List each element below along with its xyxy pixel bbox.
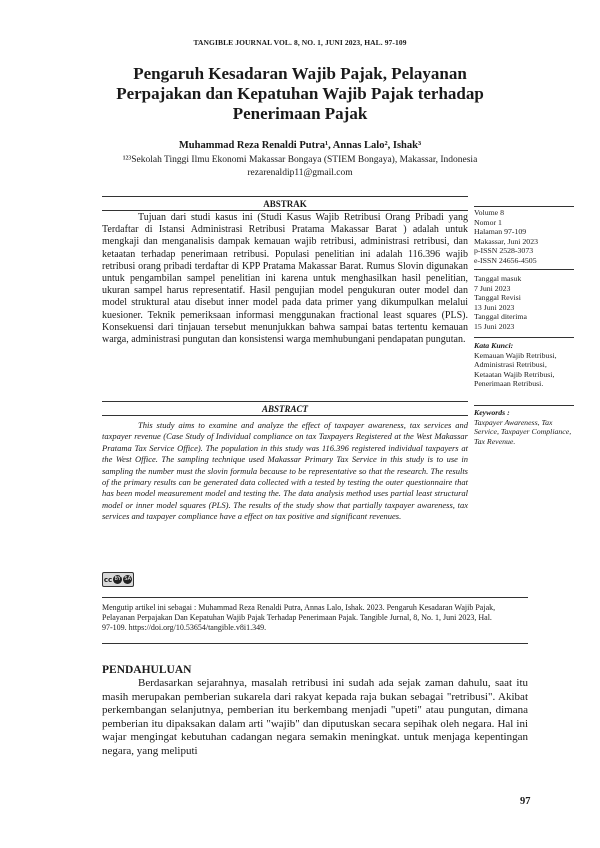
divider [474,405,574,406]
keywords-text: Taxpayer Awareness, Tax Service, Taxpayer Compliance, Tax Revenue. [474,417,572,446]
section-heading-pendahuluan: PENDAHULUAN [102,664,192,676]
divider [474,269,574,270]
date-received-label: Tanggal masuk [474,274,522,283]
abstract-heading: ABSTRACT [261,404,308,414]
divider [474,337,574,338]
by-icon: BY [114,576,121,582]
keywords-label: Keywords : [474,408,510,417]
nomor: Nomor 1 [474,217,502,227]
author-list: Muhammad Reza Renaldi Putra¹, Annas Lalo², Ishak³ [178,140,422,151]
journal-header: TANGIBLE JOURNAL VOL. 8, NO. 1, JUNI 2023, HAL. 97-109 [193,38,407,47]
date-received: 7 Juni 2023 [474,283,511,293]
e-issn: e-ISSN 24656-4505 [474,255,537,265]
divider [102,401,468,402]
citation-text: Mengutip artikel ini sebagai : Muhammad Reza Renaldi Putra, Annas Lalo, Ishak. 2023. Pengaruh Kesadaran Wajib Pajak, Pelayanan Perpajakan Dan Kepatuhan Wajib Pajak Terhadap Penerimaan Pajak. Tangible Jurnal, 8, No. 1, Juni 2023, Hal. 97-109. https://doi.org/10.53654/tangible.v8i1.349. [102,603,496,633]
dates-block [474,274,574,332]
volume: Volume 8 [474,208,504,217]
divider [102,210,468,211]
p-issn: p-ISSN 2528-3073 [474,246,534,256]
date-accepted-label: Tanggal diterima [474,312,527,322]
place-date: Makassar, Juni 2023 [474,236,539,246]
abstrak-text: Tujuan dari studi kasus ini (Studi Kasus Wajib Retribusi Orang Pribadi yang Terdaftar di Istansi Administrasi Retribusi Pratama Makassar Barat ) adalah untuk mengkaji dan menganalisis dampak kemauan wajib retribusi, administrasi retribusi, dan ketaatan terhadap penerimaan retribusi. Populasi penelitian ini adalah 116.396 wajib retribusi orang pribadi terdaftar di KPP Pratama Makassar Barat. Rumus Slovin digunakan untuk pengambilan sampel penelitian ini karena untuk menghasilkan hasil penelitian, ukuran sampel harus representatif. Hasil pengujian model pengukuran outer model dan model struktural atau disebut inner model pada data primer yang dikumpulkan melalui kuesioner. Teknik pemeriksaan informasi menggunakan fractional least squares (PLS). Konsekuensi dari tinjauan tersebut menunjukkan bahwa sampai batas tertentu kemauan warga, administrasi pungutan dan konsistensi warga memhubungani pendapatan pungutan. [102,212,468,346]
cc-logo-text: cc [103,575,113,584]
sa-icon: SA [124,576,131,582]
date-revised-label: Tanggal Revisi [474,293,521,303]
date-revised: 13 Juni 2023 [474,302,515,312]
halaman: Halaman 97-109 [474,227,527,237]
paper-title: Pengaruh Kesadaran Wajib Pajak, Pelayanan Perpajakan dan Kepatuhan Wajib Pajak terhadap Penerimaan Pajak [116,64,484,123]
abstrak-heading: ABSTRAK [263,199,307,209]
kata-kunci-label: Kata Kunci: [474,341,514,350]
divider [102,597,528,598]
divider [102,415,468,416]
divider [102,643,528,644]
page-number: 97 [520,796,531,807]
divider [474,206,574,207]
kata-kunci-text: Kemauan Wajib Retribusi, Administrasi Retribusi, Ketaatan Wajib Retribusi, Penerimaan Retribusi. [474,350,557,389]
date-accepted: 15 Juni 2023 [474,321,515,331]
cc-license-badge[interactable] [102,572,134,587]
affiliation: ¹²³Sekolah Tinggi Ilmu Ekonomi Makassar Bongaya (STIEM Bongaya), Makassar, Indonesia [122,155,478,165]
abstract-text: This study aims to examine and analyze the effect of taxpayer awareness, tax services and taxpayer revenue (Case Study of Individual compliance on tax Taxpayers Registered at the West Makassar Pratama Tax Service Office). The population in this study was 116.396 registered individual taxpayers at the West Office. The sampling technique used Makassar Primary Tax Service in this study is to use in sampling the number must the slovin formula because to be representative so that the research. The results of the primary results can be generated data collected with a tested by testing the outer questionnaire that has been model measurement model and testing the. The data analysis method uses partial least structural model or inner model squares (PLS). The results of the study show that partially taxpayer awareness, tax services and taxpayer compliance have a effect on tax positive and significant revenues. [102,420,468,522]
author-email: rezarenaldip11@gmail.com [247,168,353,178]
keywords-block [474,408,574,446]
divider [102,196,468,197]
journal-info-block [474,208,574,266]
kata-kunci-block [474,341,574,389]
pendahuluan-text: Berdasarkan sejarahnya, masalah retribusi ini sudah ada sejak zaman dahulu, saat itu masih merupakan pemberian sukarela dari rakyat kepada raja bukan sebagai "retribusi". Akibat perkembangan selanjutnya, pemberian itu berkembang menjadi "upeti" atau pungutan, dimana pemberian itu dipaksakan dalam arti "wajib" dan diputuskan secara sepihak oleh negara. Hal ini wajar mengingat kebutuhan cadangan negara semakin meningkat. untuk menjaga kepentingan negara, yang meliputi [102,677,528,757]
